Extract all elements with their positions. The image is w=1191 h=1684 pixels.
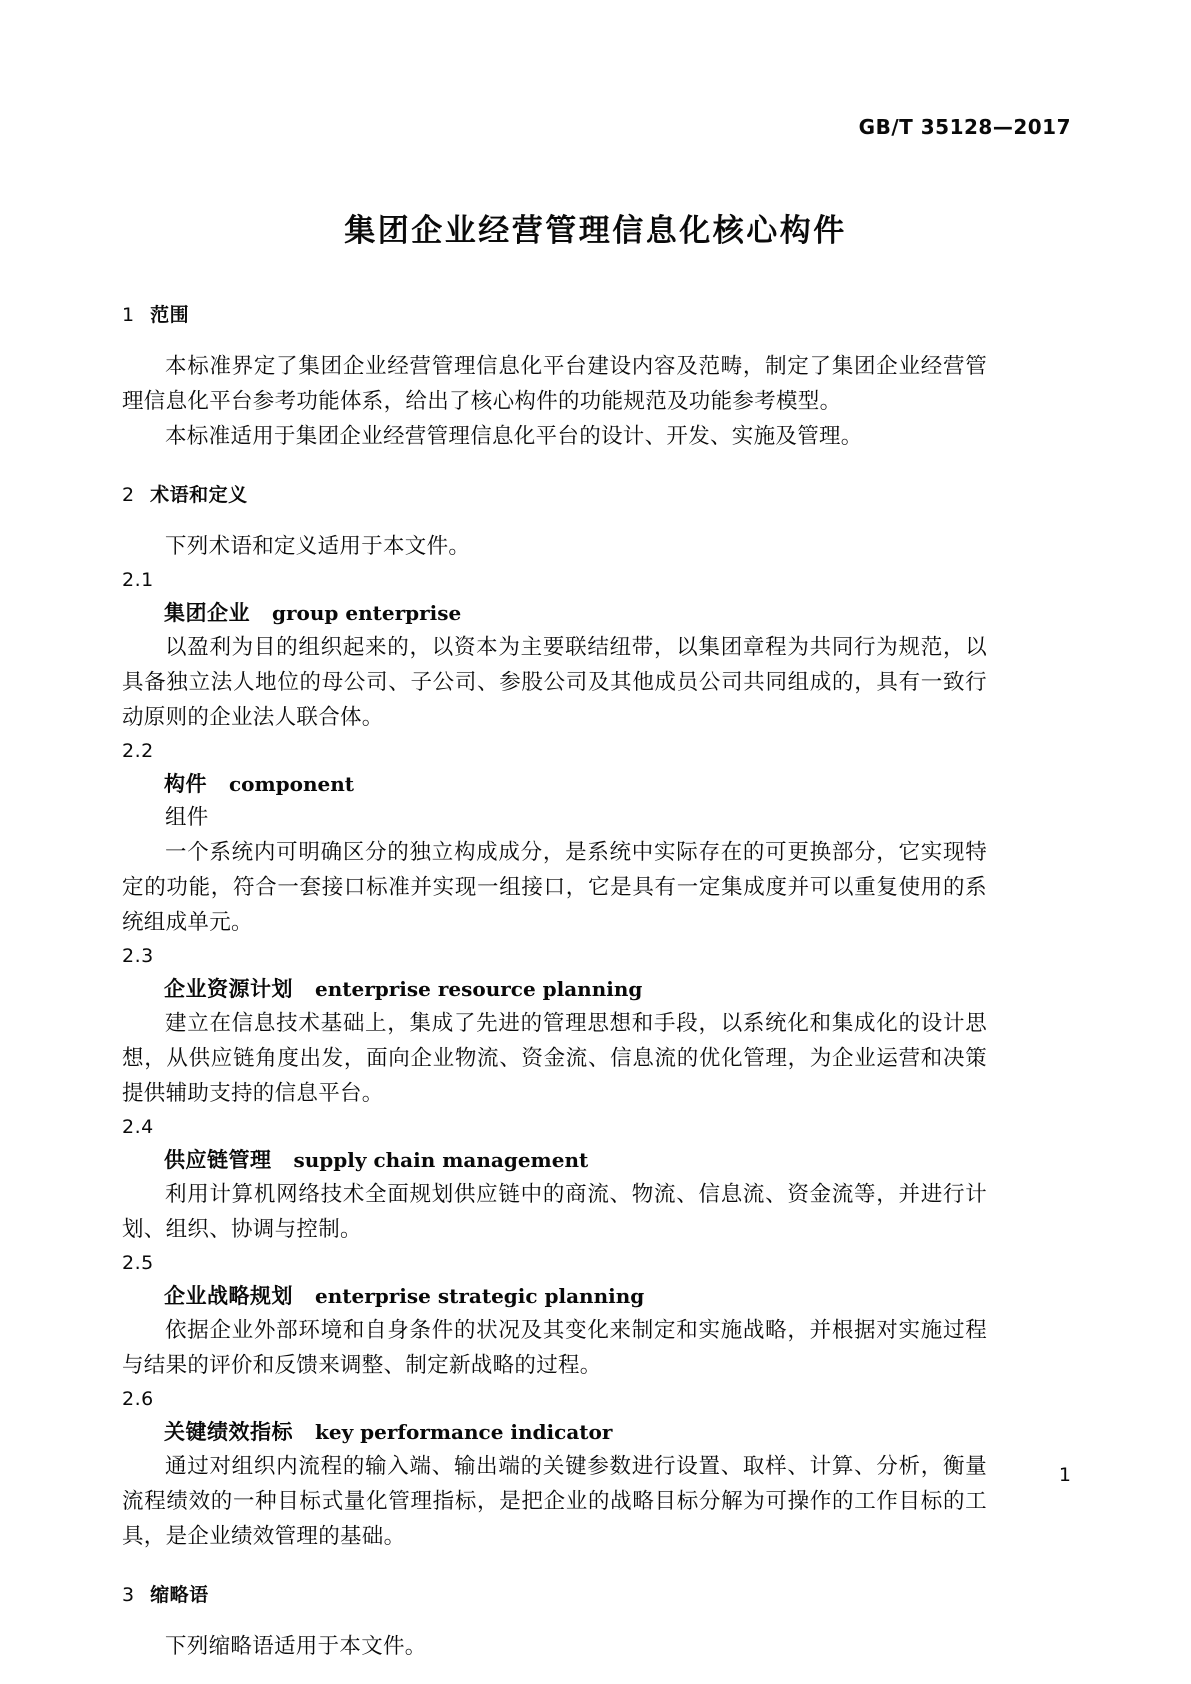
term-name [122,596,987,630]
clause-heading-1 [122,300,987,327]
term-name [122,972,987,1006]
clause-number-2: 2 [122,484,135,506]
term-definition: 依据企业外部环境和自身条件的状况及其变化来制定和实施战略，并根据对实施过程与结果的评价和反馈来调整、制定新战略的过程。 [122,1318,987,1378]
paragraph: 下列术语和定义适用于本文件。 [165,534,471,559]
term-name-cn: 构件 [164,772,207,796]
clause-number-1: 1 [122,304,135,326]
clause-heading-2 [122,480,987,507]
paragraph: 本标准界定了集团企业经营管理信息化平台建设内容及范畴，制定了集团企业经营管理信息化平台参考功能体系，给出了核心构件的功能规范及功能参考模型。 [122,354,987,414]
term-name-cn: 企业战略规划 [164,1284,293,1308]
term-number: 2.1 [122,569,154,591]
term-name [122,1415,987,1449]
term-name-en: key performance indicator [315,1420,613,1444]
term-number: 2.6 [122,1388,154,1410]
term-name-cn: 供应链管理 [164,1148,272,1172]
paragraph: 本标准适用于集团企业经营管理信息化平台的设计、开发、实施及管理。 [165,424,863,449]
term-definition: 以盈利为目的组织起来的，以资本为主要联结纽带，以集团章程为共同行为规范，以具备独立法人地位的母公司、子公司、参股公司及其他成员公司共同组成的，具有一致行动原则的企业法人联合体。 [122,635,987,730]
clause-title-2: 术语和定义 [150,484,248,506]
clause-title-1: 范围 [150,304,190,326]
standard-number: GB/T 35128—2017 [858,115,1071,139]
term-number: 2.3 [122,945,154,967]
clause-number-3: 3 [122,1584,135,1606]
running-header [120,112,1071,142]
term-name-cn: 企业资源计划 [164,977,293,1001]
paragraph: 下列缩略语适用于本文件。 [165,1634,427,1659]
term-number: 2.2 [122,740,154,762]
term-name-en: group enterprise [272,601,462,625]
term-definition: 一个系统内可明确区分的独立构成成分，是系统中实际存在的可更换部分，它实现特定的功能，符合一套接口标准并实现一组接口，它是具有一定集成度并可以重复使用的系统组成单元。 [122,840,987,935]
term-number: 2.5 [122,1252,154,1274]
page-number: 1 [1058,1464,1071,1486]
term-name-cn: 关键绩效指标 [164,1420,293,1444]
page-title: 集团企业经营管理信息化核心构件 [344,213,847,249]
term-name-en: component [229,772,355,796]
term-name-en: supply chain management [293,1148,589,1172]
term-name-en: enterprise strategic planning [315,1284,645,1308]
term-name [122,767,987,801]
document-body [122,300,987,1664]
term-number: 2.4 [122,1116,154,1138]
term-definition: 利用计算机网络技术全面规划供应链中的商流、物流、信息流、资金流等，并进行计划、组织、协调与控制。 [122,1182,987,1242]
term-definition: 通过对组织内流程的输入端、输出端的关键参数进行设置、取样、计算、分析，衡量流程绩效的一种目标式量化管理指标，是把企业的战略目标分解为可操作的工作目标的工具，是企业绩效管理的基础。 [122,1454,987,1549]
clause-title-3: 缩略语 [150,1584,209,1606]
clause-heading-3 [122,1580,987,1607]
term-name-en: enterprise resource planning [315,977,643,1001]
term-definition: 建立在信息技术基础上，集成了先进的管理思想和手段，以系统化和集成化的设计思想，从供应链角度出发，面向企业物流、资金流、信息流的优化管理，为企业运营和决策提供辅助支持的信息平台。 [122,1011,987,1106]
term-alternate-name: 组件 [165,805,209,830]
term-name-cn: 集团企业 [164,601,250,625]
term-name [122,1143,987,1177]
term-name [122,1279,987,1313]
